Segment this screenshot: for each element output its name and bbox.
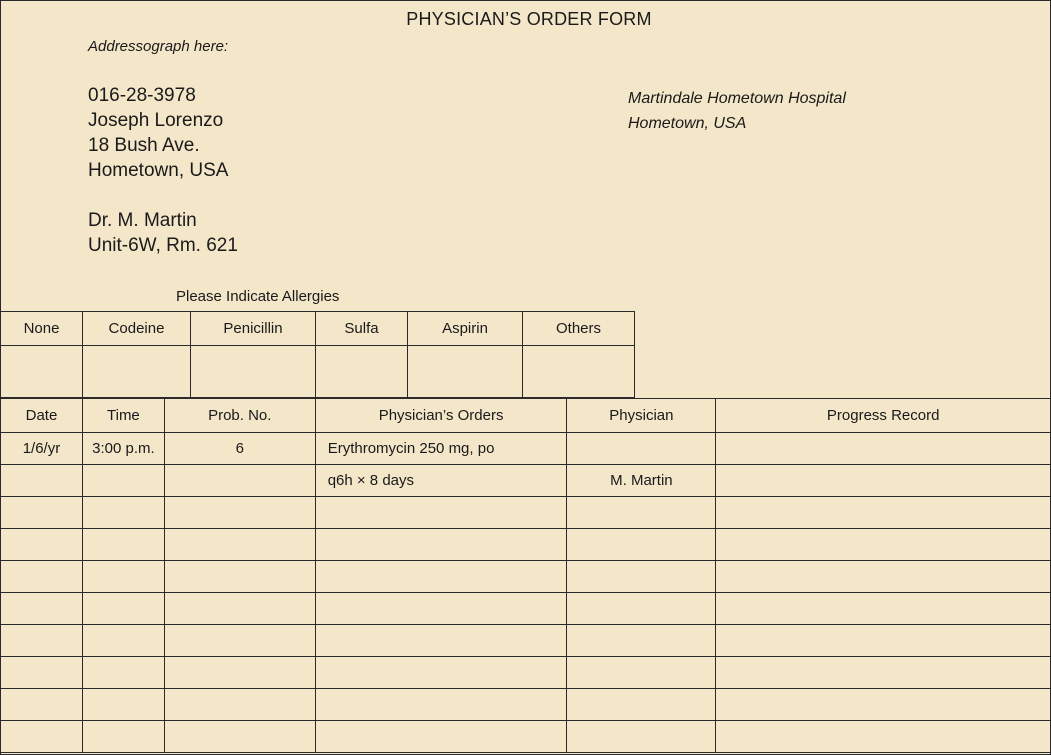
cell-order[interactable] [315, 593, 567, 625]
cell-date[interactable] [1, 657, 83, 689]
cell-time[interactable] [82, 721, 164, 753]
cell-progress[interactable] [716, 465, 1051, 497]
form-title: PHYSICIAN’S ORDER FORM [406, 9, 652, 29]
cell-physician[interactable] [567, 721, 716, 753]
table-row [1, 593, 1051, 625]
cell-date[interactable]: 1/6/yr [1, 433, 83, 465]
allergy-header-sulfa: Sulfa [316, 312, 408, 346]
allergy-header-aspirin: Aspirin [408, 312, 523, 346]
orders-table [0, 398, 1051, 753]
allergy-header-none: None [1, 312, 83, 346]
allergies-label: Please Indicate Allergies [176, 288, 340, 305]
allergy-cell-sulfa[interactable] [316, 346, 408, 398]
allergy-header-codeine: Codeine [83, 312, 191, 346]
hospital-city: Hometown, USA [628, 115, 747, 132]
cell-prob-no[interactable] [164, 529, 315, 561]
table-row [1, 529, 1051, 561]
cell-progress[interactable] [716, 561, 1051, 593]
header-physician: Physician [567, 399, 716, 433]
table-row [1, 433, 1051, 465]
cell-physician[interactable] [567, 497, 716, 529]
cell-progress[interactable] [716, 689, 1051, 721]
cell-prob-no[interactable] [164, 721, 315, 753]
cell-progress[interactable] [716, 657, 1051, 689]
cell-physician[interactable] [567, 593, 716, 625]
orders-header-row [1, 399, 1051, 433]
table-row [1, 657, 1051, 689]
header-progress-record: Progress Record [716, 399, 1051, 433]
cell-time[interactable] [82, 593, 164, 625]
table-row [1, 465, 1051, 497]
cell-date[interactable] [1, 497, 83, 529]
cell-prob-no[interactable] [164, 497, 315, 529]
hospital-name: Martindale Hometown Hospital [628, 90, 846, 107]
addressograph-label: Addressograph here: [88, 38, 229, 55]
patient-block [88, 83, 238, 258]
cell-prob-no[interactable] [164, 625, 315, 657]
header-prob-no: Prob. No. [164, 399, 315, 433]
cell-progress[interactable] [716, 625, 1051, 657]
header-physicians-orders: Physician’s Orders [315, 399, 567, 433]
cell-date[interactable] [1, 593, 83, 625]
cell-time[interactable] [82, 657, 164, 689]
cell-time[interactable] [82, 625, 164, 657]
cell-time[interactable] [82, 689, 164, 721]
allergy-cell-codeine[interactable] [83, 346, 191, 398]
cell-date[interactable] [1, 721, 83, 753]
cell-order[interactable] [315, 625, 567, 657]
patient-name: Joseph Lorenzo [88, 110, 224, 131]
table-row [1, 721, 1051, 753]
cell-time[interactable] [82, 561, 164, 593]
cell-progress[interactable] [716, 721, 1051, 753]
cell-order[interactable] [315, 497, 567, 529]
cell-progress[interactable] [716, 593, 1051, 625]
cell-order[interactable] [315, 561, 567, 593]
header-date: Date [1, 399, 83, 433]
cell-progress[interactable] [716, 497, 1051, 529]
cell-physician[interactable] [567, 561, 716, 593]
cell-prob-no[interactable] [164, 593, 315, 625]
cell-prob-no[interactable] [164, 465, 315, 497]
patient-city: Hometown, USA [88, 160, 229, 181]
table-row [1, 561, 1051, 593]
cell-order[interactable] [315, 529, 567, 561]
cell-time[interactable]: 3:00 p.m. [82, 433, 164, 465]
cell-order[interactable] [315, 721, 567, 753]
cell-order[interactable] [315, 657, 567, 689]
cell-date[interactable] [1, 561, 83, 593]
table-row [1, 689, 1051, 721]
cell-progress[interactable] [716, 433, 1051, 465]
allergy-cell-others[interactable] [523, 346, 635, 398]
cell-date[interactable] [1, 529, 83, 561]
cell-physician[interactable]: M. Martin [567, 465, 716, 497]
cell-physician[interactable] [567, 657, 716, 689]
allergy-cell-penicillin[interactable] [191, 346, 316, 398]
table-row [1, 625, 1051, 657]
allergy-header-others: Others [523, 312, 635, 346]
cell-date[interactable] [1, 625, 83, 657]
cell-order[interactable]: Erythromycin 250 mg, po [315, 433, 567, 465]
table-row [1, 497, 1051, 529]
patient-id: 016-28-3978 [88, 85, 196, 106]
cell-order[interactable] [315, 689, 567, 721]
allergies-table [0, 311, 635, 398]
allergy-cell-aspirin[interactable] [408, 346, 523, 398]
cell-time[interactable] [82, 465, 164, 497]
cell-date[interactable] [1, 465, 83, 497]
cell-physician[interactable] [567, 529, 716, 561]
cell-prob-no[interactable] [164, 689, 315, 721]
patient-street: 18 Bush Ave. [88, 135, 200, 156]
cell-time[interactable] [82, 529, 164, 561]
cell-physician[interactable] [567, 625, 716, 657]
hospital-block [628, 86, 846, 136]
header-time: Time [82, 399, 164, 433]
cell-prob-no[interactable] [164, 657, 315, 689]
allergy-header-penicillin: Penicillin [191, 312, 316, 346]
cell-physician[interactable] [567, 689, 716, 721]
cell-time[interactable] [82, 497, 164, 529]
cell-prob-no[interactable] [164, 561, 315, 593]
cell-physician[interactable] [567, 433, 716, 465]
cell-prob-no[interactable]: 6 [164, 433, 315, 465]
allergy-cell-none[interactable] [1, 346, 83, 398]
cell-order[interactable]: q6h × 8 days [315, 465, 567, 497]
cell-progress[interactable] [716, 529, 1051, 561]
attending-doctor: Dr. M. Martin [88, 210, 197, 231]
cell-date[interactable] [1, 689, 83, 721]
unit-room: Unit-6W, Rm. 621 [88, 235, 238, 256]
